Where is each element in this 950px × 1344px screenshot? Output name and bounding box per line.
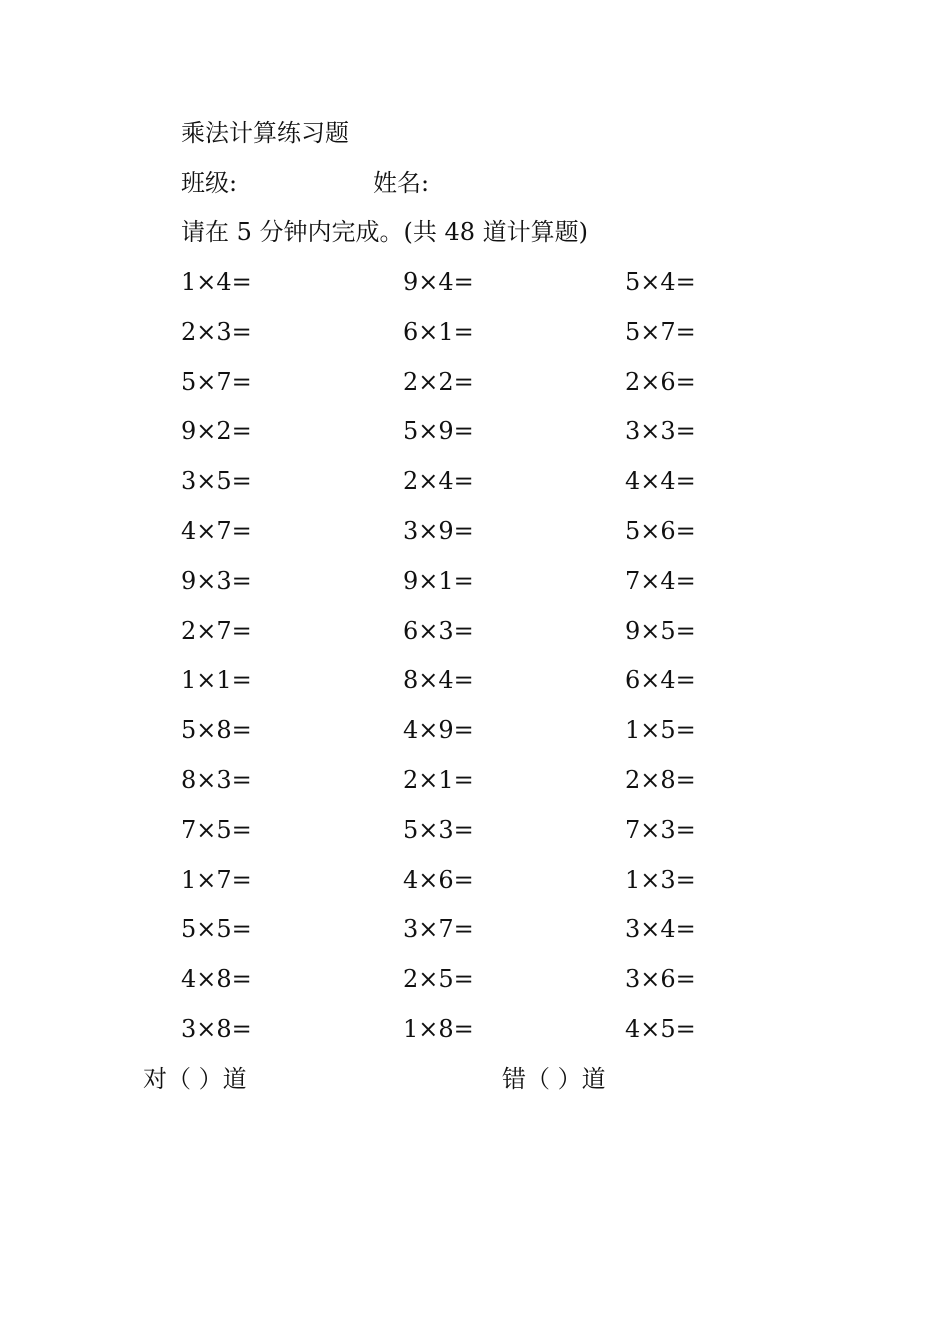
problem-item: 1×7= (181, 865, 252, 894)
problem-item: 5×6= (625, 516, 696, 545)
problem-item: 4×5= (625, 1014, 696, 1043)
problem-item: 5×7= (181, 367, 252, 396)
problem-item: 6×4= (625, 666, 696, 695)
problem-item: 7×5= (181, 815, 252, 844)
problem-grid (181, 266, 741, 1063)
problem-item: 6×3= (403, 616, 474, 645)
problem-item: 4×6= (403, 865, 474, 894)
problem-item: 2×6= (625, 367, 696, 396)
problem-item: 3×5= (181, 467, 252, 496)
problem-item: 9×1= (403, 566, 474, 595)
problem-item: 8×4= (403, 666, 474, 695)
problem-item: 4×7= (181, 516, 252, 545)
problem-item: 3×8= (181, 1014, 252, 1043)
problem-item: 9×3= (181, 566, 252, 595)
problem-item: 2×7= (181, 616, 252, 645)
problem-item: 2×5= (403, 965, 474, 994)
problem-item: 5×7= (625, 317, 696, 346)
problem-item: 3×6= (625, 965, 696, 994)
problem-item: 7×3= (625, 815, 696, 844)
problem-item: 9×4= (403, 268, 474, 296)
problem-item: 9×5= (625, 616, 696, 645)
problem-item: 5×4= (625, 268, 696, 296)
problem-item: 1×3= (625, 865, 696, 894)
problem-item: 3×3= (625, 417, 696, 446)
problem-item: 3×7= (403, 915, 474, 944)
problem-item: 4×9= (403, 716, 474, 745)
problem-item: 2×8= (625, 765, 696, 794)
problem-item: 2×1= (403, 765, 474, 794)
problem-item: 8×3= (181, 765, 252, 794)
problem-item: 5×3= (403, 815, 474, 844)
problem-item: 2×4= (403, 467, 474, 496)
problem-item: 4×8= (181, 965, 252, 994)
score-footer (143, 1063, 743, 1097)
problem-item: 2×3= (181, 317, 252, 346)
instruction-text: 请在 5 分钟内完成。(共 48 道计算题) (181, 218, 589, 246)
problem-item: 5×9= (403, 417, 474, 446)
problem-item: 3×4= (625, 915, 696, 944)
problem-item: 1×1= (181, 666, 252, 695)
correct-count-label: 对（ ）道 (143, 1065, 247, 1093)
wrong-count-label: 错（ ）道 (502, 1065, 606, 1093)
problem-item: 9×2= (181, 417, 252, 446)
problem-item: 1×8= (403, 1014, 474, 1043)
page-title: 乘法计算练习题 (181, 119, 349, 147)
problem-item: 5×5= (181, 915, 252, 944)
class-label: 班级: (181, 169, 238, 197)
problem-item: 2×2= (403, 367, 474, 396)
problem-item: 5×8= (181, 716, 252, 745)
problem-item: 6×1= (403, 317, 474, 346)
problem-item: 3×9= (403, 516, 474, 545)
problem-item: 7×4= (625, 566, 696, 595)
problem-item: 4×4= (625, 467, 696, 496)
problem-item: 1×5= (625, 716, 696, 745)
problem-item: 1×4= (181, 268, 252, 296)
name-label: 姓名: (373, 169, 430, 197)
